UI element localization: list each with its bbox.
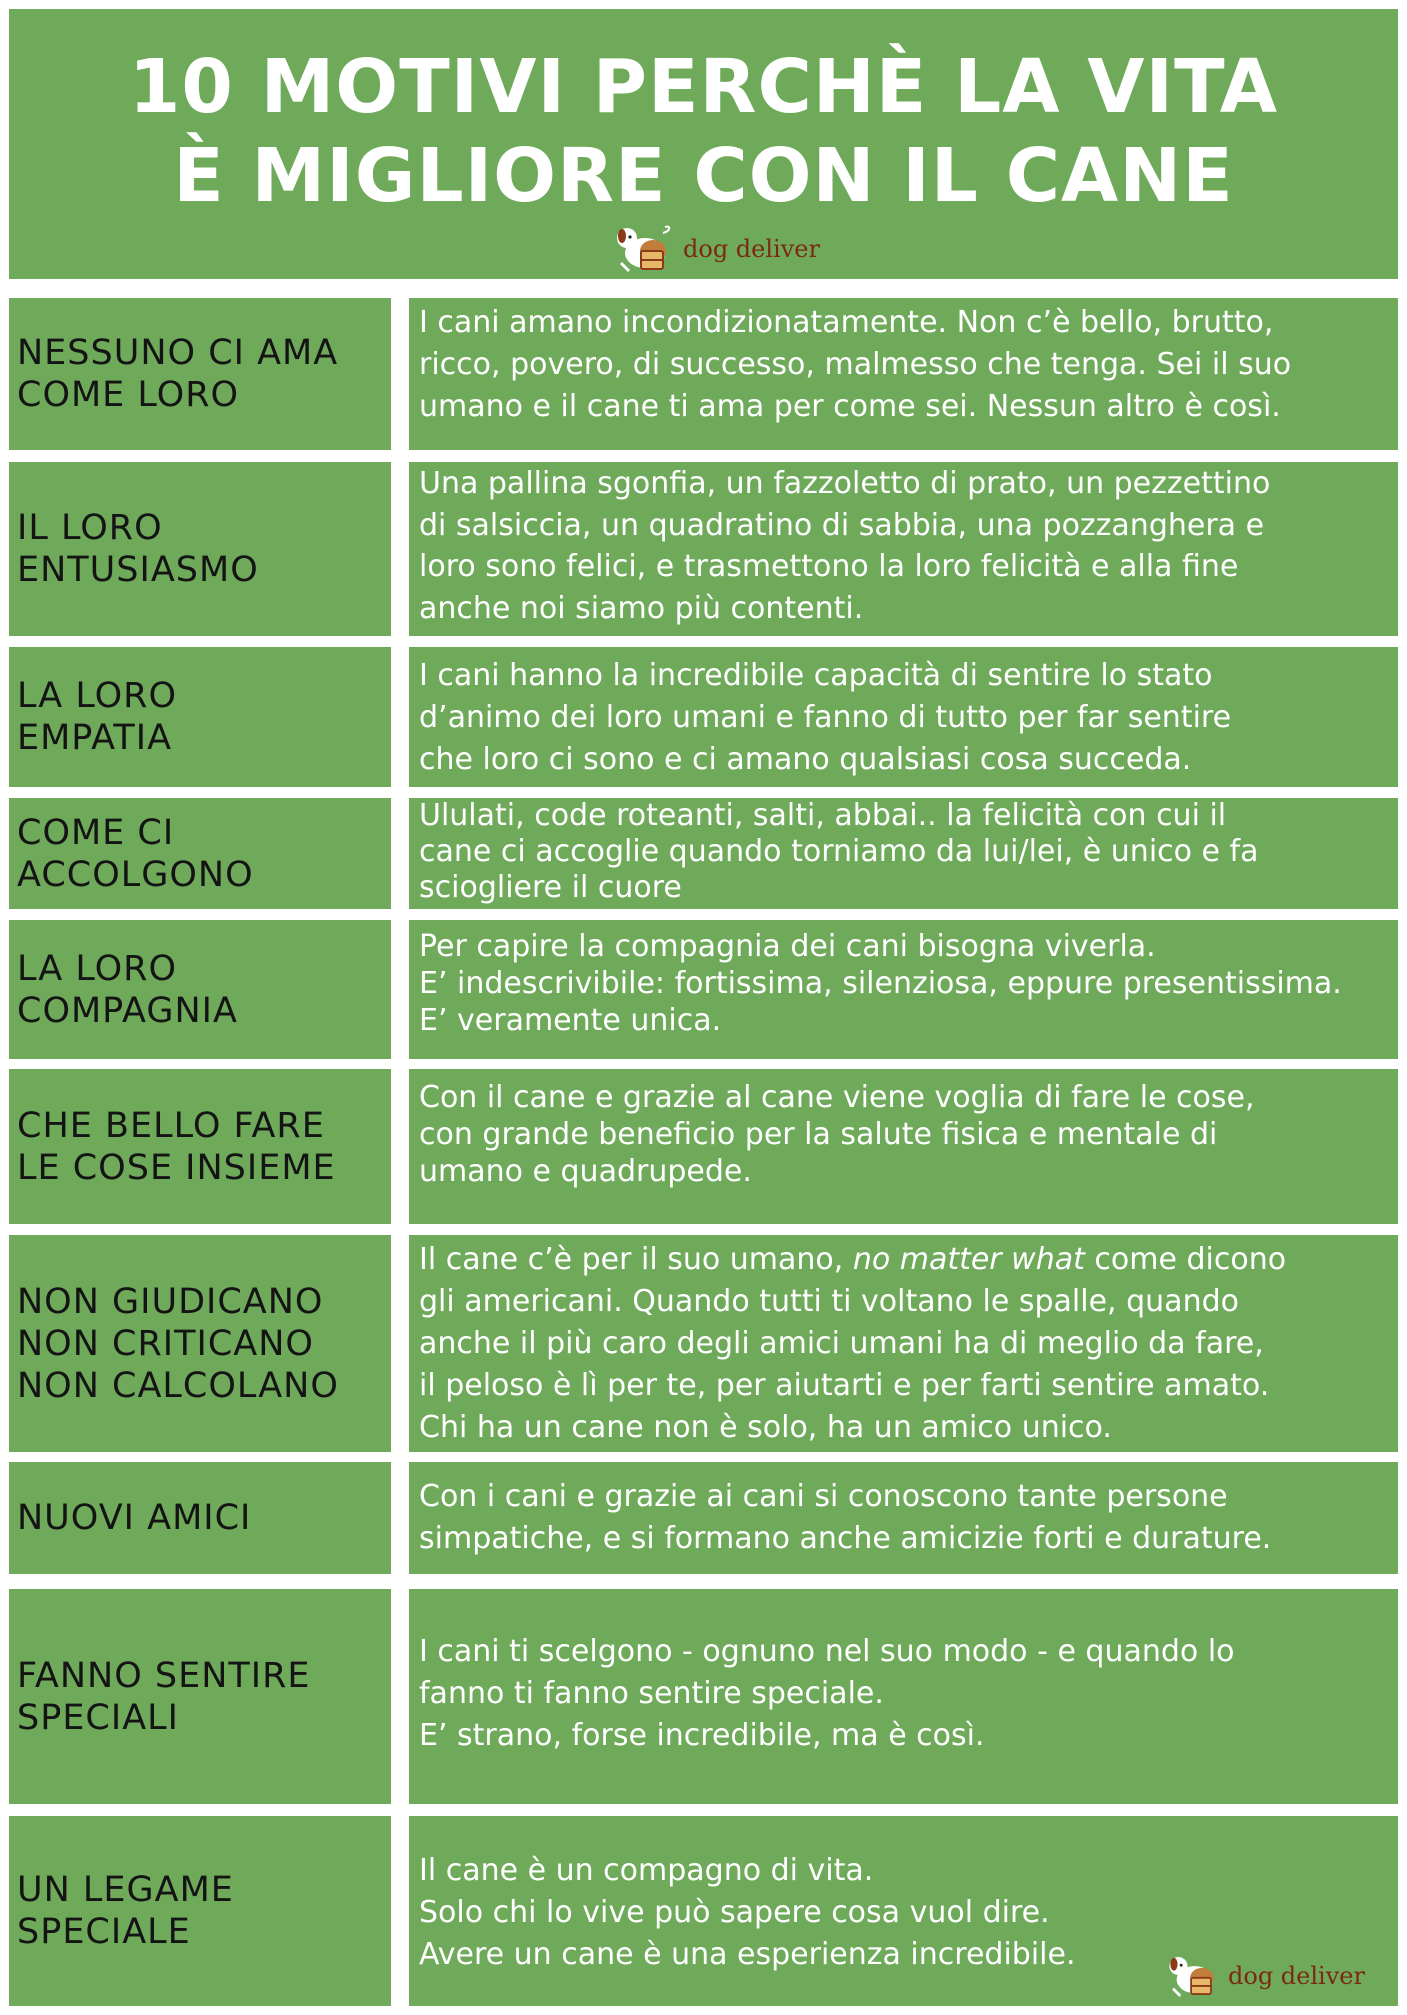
dog-logo-icon bbox=[1164, 1950, 1220, 2002]
reason-10-heading-cell bbox=[9, 1816, 391, 2006]
title-line-2: È MIGLIORE CON IL CANE bbox=[173, 133, 1234, 219]
reason-2-text-cell bbox=[409, 462, 1398, 636]
reason-3-heading-cell bbox=[9, 647, 391, 787]
reason-1-heading-cell bbox=[9, 298, 391, 450]
reason-6-heading-cell bbox=[9, 1069, 391, 1224]
reason-6-text: Con il cane e grazie al cane viene voglia di fare le cose, con grande beneficio per la salute fisica e mentale di umano e quadrupede. bbox=[419, 1080, 1255, 1189]
reason-8-heading: NUOVI AMICI bbox=[17, 1498, 252, 1538]
reason-5-heading-cell bbox=[9, 920, 391, 1059]
reason-7-text-italic: no matter what bbox=[852, 1242, 1085, 1277]
reason-10-text: Il cane è un compagno di vita. Solo chi lo vive può sapere cosa vuol dire. Avere un cane è una esperienza incredibile. bbox=[419, 1853, 1076, 1972]
footer-brand-logo bbox=[1164, 1948, 1365, 2004]
reason-10-heading: UN LEGAME SPECIALE bbox=[17, 1870, 234, 1952]
reason-8-heading-cell bbox=[9, 1462, 391, 1574]
reason-3-text: I cani hanno la incredibile capacità di sentire lo stato d’animo dei loro umani e fanno di tutto per far sentire che loro ci sono e ci amano qualsiasi cosa succeda. bbox=[419, 658, 1232, 777]
header-banner bbox=[9, 9, 1398, 279]
brand-name: dog deliver bbox=[683, 235, 820, 263]
reason-1-text: I cani amano incondizionatamente. Non c’è bello, brutto, ricco, povero, di successo, malmesso che tenga. Sei il suo umano e il cane ti ama per come sei. Nessun altro è così. bbox=[419, 305, 1292, 424]
reason-5-text-cell bbox=[409, 920, 1398, 1059]
reason-7-heading: NON GIUDICANO NON CRITICANO NON CALCOLANO bbox=[17, 1281, 339, 1406]
reason-7-heading-cell bbox=[9, 1235, 391, 1452]
reason-3-text-cell bbox=[409, 647, 1398, 787]
footer-brand-name: dog deliver bbox=[1228, 1962, 1365, 1990]
reason-7-text-start: Il cane c’è per il suo umano, bbox=[419, 1242, 853, 1277]
reason-5-heading: LA LORO COMPAGNIA bbox=[17, 948, 238, 1031]
reason-7-text-cell bbox=[409, 1235, 1398, 1452]
reason-8-text-cell bbox=[409, 1462, 1398, 1574]
reason-9-heading-cell bbox=[9, 1589, 391, 1804]
reason-4-text-cell bbox=[409, 798, 1398, 909]
reason-7-text-end: come dicono gli americani. Quando tutti ti voltano le spalle, quando anche il più caro degli amici umani ha di meglio da fare, il peloso è lì per te, per aiutarti e per farti sentire amato. Chi ha un cane non è solo, ha un amico unico. bbox=[419, 1242, 1287, 1445]
header-brand-logo bbox=[611, 219, 820, 279]
reason-4-heading: COME CI ACCOLGONO bbox=[17, 812, 254, 895]
dog-logo-icon bbox=[611, 221, 673, 277]
reason-9-text-cell bbox=[409, 1589, 1398, 1804]
reason-9-heading: FANNO SENTIRE SPECIALI bbox=[17, 1655, 311, 1738]
reason-8-text: Con i cani e grazie ai cani si conoscono tante persone simpatiche, e si formano anche amicizie forti e durature. bbox=[419, 1479, 1272, 1556]
reason-2-heading: IL LORO ENTUSIASMO bbox=[17, 508, 259, 590]
reason-2-heading-cell bbox=[9, 462, 391, 636]
title-line-1: 10 MOTIVI PERCHÈ LA VITA bbox=[128, 44, 1279, 130]
reason-1-heading: NESSUNO CI AMA COME LORO bbox=[17, 333, 339, 415]
reason-5-text: Per capire la compagnia dei cani bisogna viverla. E’ indescrivibile: fortissima, silenziosa, eppure presentissima. E’ veramente unica. bbox=[419, 929, 1342, 1038]
reason-7-text bbox=[419, 1239, 1392, 1449]
reason-3-heading: LA LORO EMPATIA bbox=[17, 676, 178, 758]
reason-6-text-cell bbox=[409, 1069, 1398, 1224]
reason-9-text: I cani ti scelgono - ognuno nel suo modo - e quando lo fanno ti fanno sentire speciale. E’ strano, forse incredibile, ma è così. bbox=[419, 1634, 1235, 1753]
reason-6-heading: CHE BELLO FARE LE COSE INSIEME bbox=[17, 1105, 336, 1188]
reason-4-text: Ululati, code roteanti, salti, abbai.. la felicità con cui il cane ci accoglie quando torniamo da lui/lei, è unico e fa sciogliere il cuore bbox=[419, 798, 1259, 905]
reason-4-heading-cell bbox=[9, 798, 391, 909]
reason-1-text-cell bbox=[409, 298, 1398, 450]
reason-2-text: Una pallina sgonfia, un fazzoletto di prato, un pezzettino di salsiccia, un quadratino di sabbia, una pozzanghera e loro sono felici, e trasmettono la loro felicità e alla fine anche noi siamo più contenti. bbox=[419, 466, 1271, 626]
